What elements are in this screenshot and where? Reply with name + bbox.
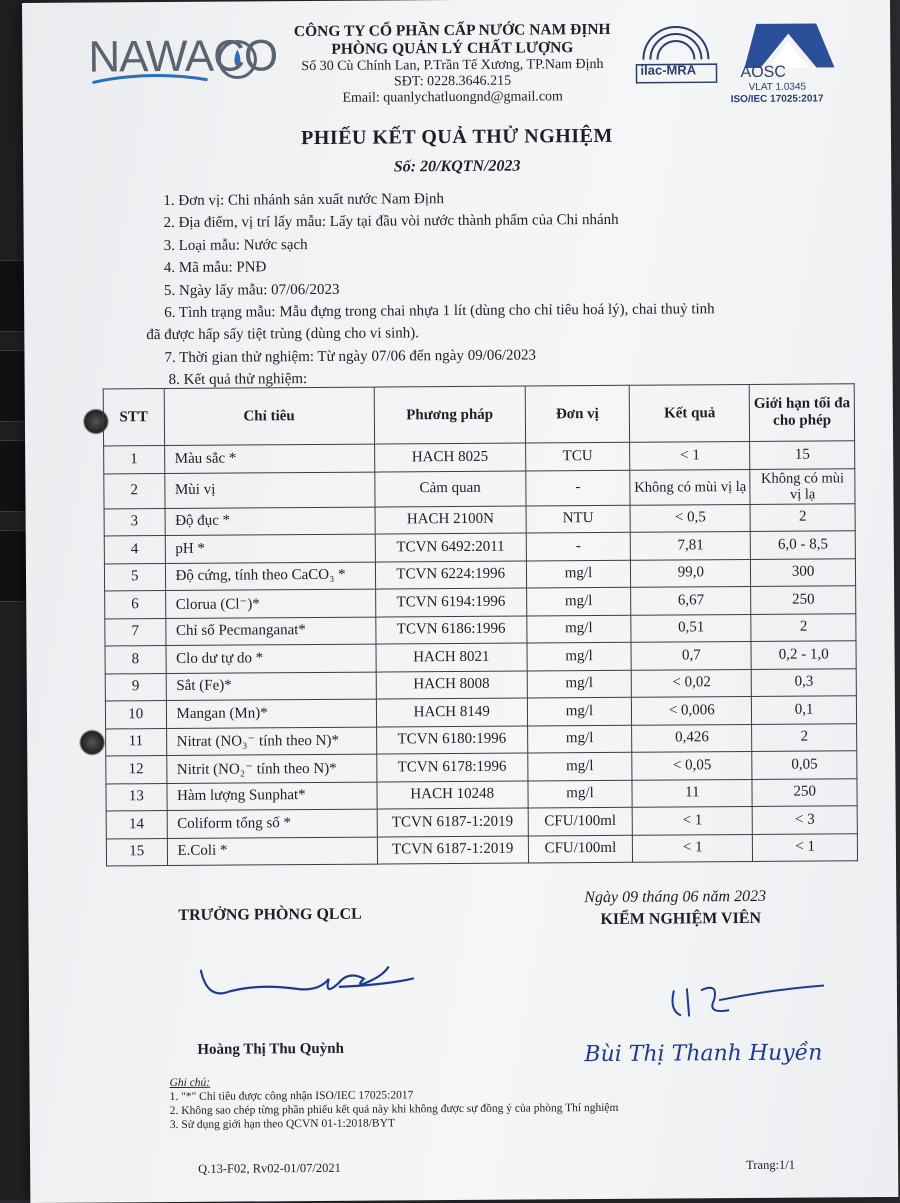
head-signature-icon — [189, 958, 419, 1020]
company-header — [262, 21, 643, 108]
cell-stt: 8 — [105, 646, 166, 674]
cell-parameter: Mùi vị — [164, 472, 375, 508]
cell-method: TCVN 6492:2011 — [375, 533, 526, 562]
cell-result: Không có mùi vị lạ — [630, 469, 750, 505]
iso-label: ISO/IEC 17025:2017 — [730, 93, 824, 106]
inspector-signature-icon — [569, 969, 830, 1081]
cell-method: TCVN 6194:1996 — [375, 588, 526, 617]
cell-stt: 2 — [104, 473, 165, 508]
header-unit: Đơn vị — [525, 385, 630, 443]
cell-unit: mg/l — [527, 670, 632, 698]
cell-stt: 5 — [104, 563, 165, 591]
cell-unit: mg/l — [526, 560, 631, 588]
cell-parameter: pH * — [165, 534, 375, 563]
cell-unit: mg/l — [527, 697, 632, 725]
note-item: 1. "*" Chỉ tiêu được công nhận ISO/IEC 17025:2017 — [169, 1089, 414, 1104]
cell-stt: 3 — [104, 508, 165, 536]
cell-unit: - — [526, 532, 631, 560]
cell-result: 7,81 — [631, 531, 751, 559]
aosc-label: AOSC — [740, 63, 786, 82]
cell-result: 0,51 — [631, 614, 751, 642]
cell-method: TCVN 6186:1996 — [376, 616, 527, 645]
info-line: 7. Thời gian thử nghiệm: Từ ngày 07/06 đến ngày 09/06/2023 — [164, 347, 537, 366]
cell-result: < 1 — [633, 834, 753, 862]
cell-unit: NTU — [526, 505, 631, 533]
cell-method: HACH 8025 — [374, 443, 525, 472]
cell-limit: < 1 — [753, 833, 858, 861]
document-title: PHIẾU KẾT QUẢ THỬ NGHIỆM — [301, 124, 613, 150]
cell-method: TCVN 6178:1996 — [377, 753, 528, 782]
cell-method: TCVN 6187-1:2019 — [377, 836, 528, 865]
cell-unit: TCU — [525, 442, 630, 470]
head-title: TRƯỞNG PHÒNG QLCL — [178, 905, 362, 924]
cell-stt: 13 — [106, 783, 167, 811]
cell-stt: 12 — [106, 756, 167, 784]
head-name: Hoàng Thị Thu Quỳnh — [197, 1040, 345, 1058]
header-parameter: Chỉ tiêu — [164, 387, 375, 445]
ilac-label: ilac-MRA — [640, 62, 697, 78]
cell-result: < 0,05 — [632, 751, 752, 779]
cell-limit: 6,0 - 8,5 — [751, 531, 856, 559]
logo-text: NAWACO — [88, 31, 278, 82]
info-line: 5. Ngày lấy mẫu: 07/06/2023 — [163, 281, 340, 299]
cell-result: < 0,02 — [631, 669, 751, 697]
info-line: 8. Kết quả thử nghiệm: — [168, 371, 308, 389]
cell-method: HACH 8021 — [376, 643, 527, 672]
company-phone: SĐT: 0228.3646.215 — [393, 73, 512, 90]
notes-heading: Ghi chú: — [169, 1076, 211, 1090]
cell-limit: 0,1 — [752, 696, 857, 724]
table-row — [106, 833, 857, 866]
company-name: CÔNG TY CỔ PHẦN CẤP NƯỚC NAM ĐỊNH — [293, 20, 611, 41]
department-name: PHÒNG QUẢN LÝ CHẤT LƯỢNG — [331, 39, 574, 58]
cell-limit: 0,2 - 1,0 — [751, 641, 856, 669]
cell-method: TCVN 6187-1:2019 — [377, 808, 528, 837]
cell-parameter: Hàm lượng Sunphat* — [166, 782, 376, 811]
sample-info — [146, 185, 864, 392]
cell-stt: 4 — [104, 536, 165, 564]
cell-unit: mg/l — [526, 587, 631, 615]
cell-stt: 10 — [105, 701, 166, 729]
cell-result: < 1 — [632, 806, 752, 834]
cell-parameter: Độ cứng, tính theo CaCO₃ * — [165, 562, 375, 591]
cell-limit: 2 — [752, 723, 857, 751]
cell-unit: mg/l — [527, 725, 632, 753]
company-email: Email: quanlychatluongnd@gmail.com — [342, 89, 563, 106]
note-item: 3. Sử dụng giới hạn theo QCVN 01-1:2018/BYT — [169, 1117, 395, 1132]
cell-parameter: Mangan (Mn)* — [166, 699, 376, 728]
cell-unit: mg/l — [527, 752, 632, 780]
table-row — [104, 468, 855, 508]
note-item: 2. Không sao chép từng phần phiếu kết quả này khi không được sự đồng ý của phòng Thí nghiệm — [169, 1101, 619, 1118]
punch-hole — [79, 729, 105, 755]
document-number: Số: 20/KQTN/2023 — [393, 157, 521, 176]
cell-result: 0,426 — [632, 724, 752, 752]
cell-result: 0,7 — [631, 641, 751, 669]
cell-limit: 0,05 — [752, 751, 857, 779]
cell-method: TCVN 6224:1996 — [375, 561, 526, 590]
cell-result: < 1 — [630, 441, 750, 469]
signing-date: Ngày 09 tháng 06 năm 2023 — [584, 887, 767, 907]
cell-limit: 0,3 — [752, 668, 857, 696]
cell-parameter: Coliform tổng số * — [167, 809, 377, 838]
cell-method: HACH 2100N — [375, 506, 526, 535]
cell-method: TCVN 6180:1996 — [376, 726, 527, 755]
info-line: 2. Địa điểm, vị trí lấy mẫu: Lấy tại đầu vòi nước thành phẩm của Chi nhánh — [163, 212, 619, 232]
cell-parameter: E.Coli * — [167, 837, 377, 866]
cell-unit: CFU/100ml — [528, 807, 633, 835]
cell-limit: < 3 — [752, 806, 857, 834]
cell-parameter: Chỉ số Pecmanganat* — [165, 617, 375, 646]
notes-section — [170, 1073, 619, 1132]
cell-limit: 250 — [752, 778, 857, 806]
info-line: 3. Loại mẫu: Nước sạch — [163, 236, 308, 254]
header-stt: STT — [103, 389, 164, 446]
cell-limit: 2 — [751, 613, 856, 641]
cell-limit: 2 — [750, 503, 855, 531]
cell-unit: mg/l — [527, 642, 632, 670]
inspector-title: KIỂM NGHIỆM VIÊN — [600, 909, 762, 929]
cell-parameter: Nitrit (NO₂⁻ tính theo N)* — [166, 754, 376, 783]
cell-stt: 7 — [105, 618, 166, 646]
cell-stt: 14 — [106, 811, 167, 839]
company-address: Số 30 Cù Chính Lan, P.Trần Tế Xương, TP.Nam Định — [301, 56, 604, 75]
cell-method: HACH 10248 — [377, 781, 528, 810]
cell-unit: - — [525, 470, 630, 506]
cell-result: 99,0 — [631, 559, 751, 587]
cell-limit: 250 — [751, 586, 856, 614]
results-table — [103, 383, 858, 866]
cell-stt: 1 — [104, 446, 165, 474]
info-line: đã được hấp sấy tiệt trùng (dùng cho vi sinh). — [146, 325, 420, 344]
cell-stt: 11 — [106, 728, 167, 756]
cell-limit: 15 — [750, 441, 855, 469]
header-result: Kết quả — [629, 384, 749, 442]
cell-unit: CFU/100ml — [528, 835, 633, 863]
cell-method: HACH 8149 — [376, 698, 527, 727]
cell-stt: 15 — [106, 838, 167, 866]
cell-parameter: Sắt (Fe)* — [166, 672, 376, 701]
cell-result: 11 — [632, 779, 752, 807]
info-line: 4. Mã mẫu: PNĐ — [163, 259, 267, 277]
cell-method: Cảm quan — [375, 471, 526, 507]
cell-result: < 0,006 — [632, 696, 752, 724]
test-result-document — [22, 0, 898, 1203]
vlat-label: VLAT 1.0345 — [748, 81, 807, 93]
cell-stt: 9 — [105, 673, 166, 701]
cell-limit: Không có mùi vị lạ — [750, 468, 855, 504]
cell-stt: 6 — [105, 591, 166, 619]
cell-limit: 300 — [751, 558, 856, 586]
cell-result: < 0,5 — [630, 504, 750, 532]
header-method: Phương pháp — [374, 386, 525, 444]
page-number: Trang:1/1 — [746, 1157, 796, 1173]
info-line: 6. Tình trạng mẫu: Mẫu đựng trong chai nhựa 1 lít (dùng cho chỉ tiêu hoá lý), chai thuỷ tinh — [164, 301, 715, 322]
cell-result: 6,67 — [631, 586, 751, 614]
cell-method: HACH 8008 — [376, 671, 527, 700]
accreditation-badges — [628, 19, 839, 110]
inspector-handwritten-name: Bùi Thị Thanh Huyền — [584, 1040, 823, 1068]
cell-parameter: Nitrat (NO₃⁻ tính theo N)* — [166, 727, 376, 756]
header-limit: Giới hạn tối đa cho phép — [750, 384, 855, 442]
cell-parameter: Clorua (Cl⁻)* — [165, 589, 375, 618]
cell-parameter: Clo dư tự do * — [166, 644, 376, 673]
cell-parameter: Màu sắc * — [164, 444, 374, 473]
form-code: Q.13-F02, Rv02-01/07/2021 — [198, 1160, 341, 1176]
cell-unit: mg/l — [526, 615, 631, 643]
table-header-row — [103, 384, 854, 446]
info-line: 1. Đơn vị: Chi nhánh sản xuất nước Nam Định — [163, 191, 445, 210]
cell-parameter: Độ đục * — [165, 507, 375, 536]
cell-unit: mg/l — [528, 780, 633, 808]
